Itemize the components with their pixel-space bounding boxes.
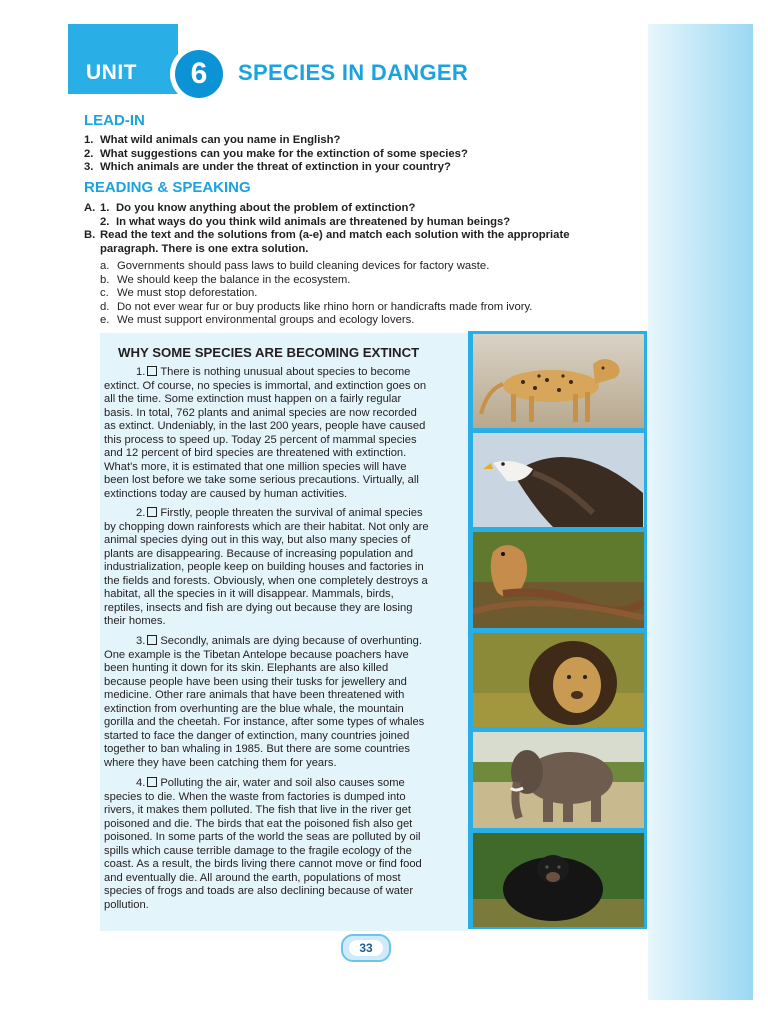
- paragraph-number: 2.: [136, 507, 146, 519]
- page-number: 33: [349, 940, 383, 956]
- question-number: 2.: [100, 215, 110, 228]
- paragraph-line: been hunting it down for its skin. Elephants are also killed: [104, 662, 389, 674]
- paragraph-line: gorilla and the cheetah. For instance, after some types of whales: [104, 716, 425, 728]
- paragraph-line: basis. In total, 762 plants and animal species are now recorded: [104, 406, 417, 419]
- paragraph-line: industrialization, people keep on building houses and factories in: [104, 561, 424, 573]
- question-text: Which animals are under the threat of extinction in your country?: [100, 161, 451, 173]
- task-b-instruction-cont: [84, 243, 640, 257]
- elephant-photo: [473, 732, 644, 828]
- paragraph-line: been lost before we take some serious precautions. Virtually, all: [104, 474, 419, 486]
- paragraph-line: where they have been catching them for years.: [104, 756, 337, 769]
- solution-text: We must stop deforestation.: [117, 287, 258, 300]
- solution-item: [100, 287, 645, 301]
- question-number: 1.: [100, 202, 110, 214]
- question-text: What suggestions can you make for the extinction of some species?: [100, 147, 468, 160]
- solution-text: Governments should pass laws to build cleaning devices for factory waste.: [117, 260, 490, 272]
- unit-title: SPECIES IN DANGER: [238, 60, 469, 85]
- cheetah-photo: [473, 334, 644, 428]
- answer-checkbox[interactable]: [147, 635, 157, 645]
- question-text: What wild animals can you name in English?: [100, 134, 341, 146]
- paragraph-line: extinction from overhunting are the blue whale, the mountain: [104, 702, 404, 715]
- paragraph-first-line: Firstly, people threaten the survival of animal species: [160, 507, 423, 519]
- solution-item: [100, 314, 645, 328]
- instruction-line: paragraph. There is one extra solution.: [100, 242, 309, 255]
- solution-item: [100, 301, 645, 315]
- paragraph-line: and eventually die. All around the earth, populations of most: [104, 871, 401, 884]
- lead-in-question: [84, 148, 640, 162]
- paragraph-first-line: Polluting the air, water and soil also causes some: [160, 777, 405, 789]
- lead-in-question: [84, 134, 640, 148]
- solutions-list: [100, 260, 645, 328]
- task-b-instruction: [84, 229, 640, 243]
- reading-tasks: [84, 202, 640, 256]
- question-text: In what ways do you think wild animals are threatened by human beings?: [116, 215, 511, 228]
- paragraph-number: 4.: [136, 777, 146, 789]
- unit-label: UNIT: [86, 61, 137, 84]
- solution-letter: a.: [100, 260, 110, 272]
- paragraph-number: 1.: [136, 366, 146, 378]
- paragraph-line: species of frogs and toads are also declining because of water: [104, 885, 414, 897]
- solution-item: [100, 274, 645, 288]
- article-paragraph-3: [104, 635, 458, 770]
- paragraph-line: spills which cause terrible damage to the fragile ecology of the: [104, 844, 412, 857]
- paragraph-first-line: Secondly, animals are dying because of overhunting.: [160, 635, 422, 647]
- paragraph-first-line: There is nothing unusual about species to become: [160, 366, 411, 378]
- eagle-photo: [473, 433, 644, 527]
- solution-letter: b.: [100, 273, 110, 286]
- unit-number-badge: [170, 45, 228, 103]
- task-a-question: [84, 216, 640, 230]
- solution-letter: e.: [100, 314, 110, 327]
- answer-checkbox[interactable]: [147, 366, 157, 376]
- paragraph-line: together to ban whaling in 1985. But there are some countries: [104, 743, 410, 755]
- lion-photo: [473, 633, 644, 727]
- paragraph-line: animal species dying out in this way, but also many species of: [104, 534, 411, 546]
- answer-checkbox[interactable]: [147, 507, 157, 517]
- paragraph-line: because people have been using their tusks for jewellery and: [104, 675, 407, 688]
- paragraph-line: and 12 percent of bird species are threatened with extinction.: [104, 447, 407, 459]
- solution-text: Do not ever wear fur or buy products like rhino horn or handicrafts made from ivory.: [117, 300, 533, 313]
- solution-letter: c.: [100, 287, 109, 300]
- question-text: Do you know anything about the problem of extinction?: [116, 202, 416, 214]
- paragraph-line: all the time. Some extinction must happen on a fairly regular: [104, 393, 402, 405]
- paragraph-line: extinct. Of course, no species is immortal, and extinction goes on: [104, 379, 427, 392]
- lead-in-questions: [84, 134, 640, 175]
- paragraph-line: pollution.: [104, 898, 149, 911]
- paragraph-line: What's more, it is estimated that one million species will have: [104, 460, 407, 473]
- lead-in-heading: LEAD-IN: [84, 112, 145, 129]
- paragraph-line: poisoned. In some parts of the world the seas are polluted by oil: [104, 831, 421, 843]
- question-number: 3.: [84, 161, 94, 173]
- paragraph-line: started to face the danger of extinction, many countries joined: [104, 729, 410, 742]
- article-paragraph-2: [104, 507, 458, 629]
- instruction-line: Read the text and the solutions from (a-e) and match each solution with the appropriate: [100, 229, 570, 241]
- solution-letter: d.: [100, 300, 110, 313]
- paragraph-number: 3.: [136, 635, 146, 647]
- task-letter: B.: [84, 229, 96, 241]
- paragraph-line: by chopping down rainforests which are their habitat. Not only are: [104, 520, 429, 533]
- article-paragraph-4: [104, 777, 458, 912]
- paragraph-line: species to die. When the waste from factories is dumped into: [104, 790, 406, 803]
- lead-in-question: [84, 161, 640, 175]
- page-number-badge: [341, 934, 391, 962]
- paragraph-line: reptiles, insects and fish are dying out because they are losing: [104, 601, 413, 614]
- paragraph-line: habitat, all the species in it will disappear. Mammals, birds,: [104, 588, 394, 600]
- answer-checkbox[interactable]: [147, 777, 157, 787]
- task-a-question: [84, 202, 640, 216]
- task-letter: A.: [84, 202, 96, 214]
- solution-item: [100, 260, 645, 274]
- paragraph-line: extinctions today are caused by human activities.: [104, 487, 348, 500]
- paragraph-line: the fields and forests. Obviously, when one completely destroys a: [104, 574, 428, 587]
- paragraph-line: as extinct. Undeniably, in the last 200 years, people have caused: [104, 420, 426, 432]
- paragraph-line: One example is the Tibetan Antelope because poachers have: [104, 648, 409, 661]
- cobra-photo: [473, 532, 644, 628]
- black-bear-photo: [473, 833, 644, 927]
- paragraph-line: this process to speed up. Today 25 percent of mammal species: [104, 433, 417, 446]
- paragraph-line: rivers, it makes them polluted. The fish that live in the river get: [104, 804, 411, 816]
- paragraph-line: plants are disappearing. Because of increasing population and: [104, 547, 414, 560]
- paragraph-line: their homes.: [104, 615, 166, 627]
- paragraph-line: coast. As a result, the birds living there cannot move or find food: [104, 858, 422, 870]
- article-paragraph-1: [104, 366, 458, 501]
- question-number: 1.: [84, 134, 94, 146]
- paragraph-line: medicine. Other rare animals that have been threatened with: [104, 689, 405, 701]
- paragraph-line: poisoned and die. The birds that eat the poisoned fish also get: [104, 817, 413, 830]
- decorative-side-strip: [648, 24, 753, 1000]
- unit-number: 6: [175, 50, 223, 98]
- question-number: 2.: [84, 147, 94, 160]
- article-title: WHY SOME SPECIES ARE BECOMING EXTINCT: [118, 345, 420, 360]
- solution-text: We should keep the balance in the ecosystem.: [117, 273, 351, 286]
- reading-speaking-heading: READING & SPEAKING: [84, 179, 251, 196]
- solution-text: We must support environmental groups and ecology lovers.: [117, 314, 415, 327]
